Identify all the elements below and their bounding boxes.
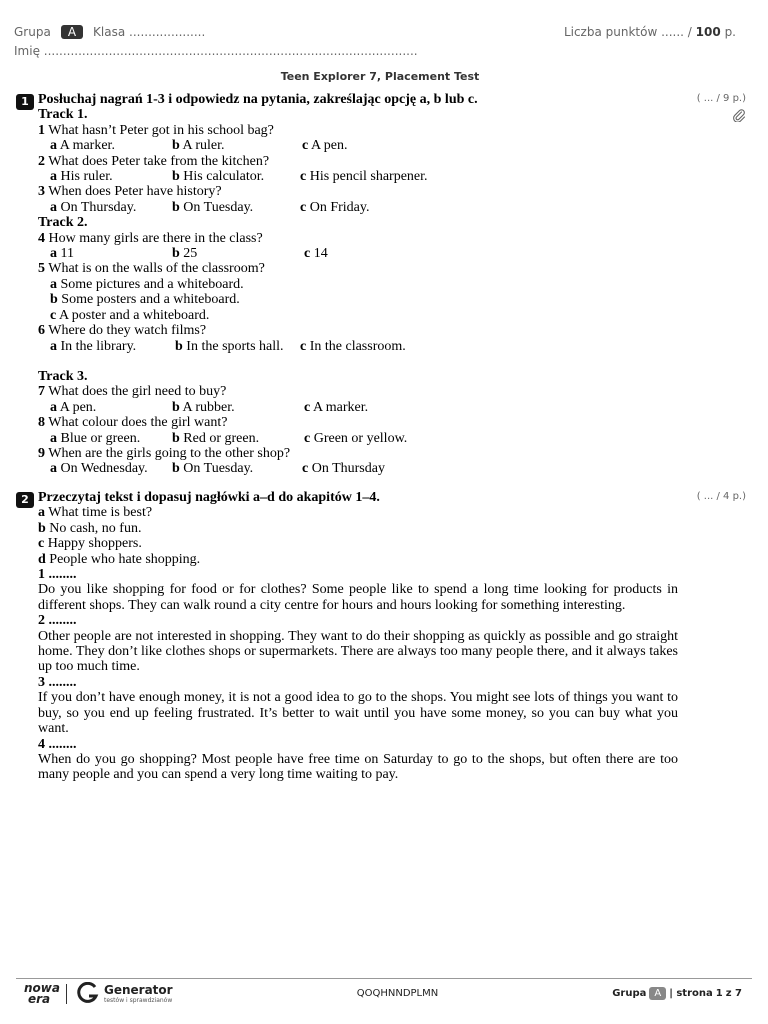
answer-options xyxy=(38,200,746,215)
page-number: 1 xyxy=(715,988,723,999)
question: 3 When does Peter have history? xyxy=(38,184,222,200)
points-total: 100 xyxy=(695,25,721,39)
question: 6 Where do they watch films? xyxy=(38,323,207,339)
question: 1 What hasn’t Peter got in his school bag? xyxy=(38,122,274,138)
generator-title: Generator xyxy=(104,983,173,997)
answer-options xyxy=(38,431,746,446)
heading-option: a What time is best? xyxy=(38,505,153,521)
header-group-class xyxy=(14,25,205,39)
paragraph-label[interactable]: 4 ........ xyxy=(38,736,77,752)
points-unit: p. xyxy=(724,25,736,39)
track-heading: Track 2. xyxy=(38,215,88,231)
option-c[interactable]: c A poster and a whiteboard. xyxy=(50,307,210,323)
option-a[interactable]: a A pen. xyxy=(50,399,97,415)
paragraph-label[interactable]: 2 ........ xyxy=(38,613,77,629)
option-b[interactable]: b 25 xyxy=(172,246,198,262)
heading-option: b No cash, no fun. xyxy=(38,520,142,536)
option-b[interactable]: b On Tuesday. xyxy=(172,199,254,215)
page-indicator xyxy=(612,987,742,1000)
heading-option: d People who hate shopping. xyxy=(38,551,201,567)
class-label: Klasa .................... xyxy=(93,25,206,39)
points-summary xyxy=(564,25,736,39)
paragraph-label[interactable]: 1 ........ xyxy=(38,567,77,583)
question: 8 What colour does the girl want? xyxy=(38,415,228,431)
option-b[interactable]: b Some posters and a whiteboard. xyxy=(50,292,240,308)
task-1 xyxy=(16,92,746,477)
task-number: 2 xyxy=(16,492,34,508)
paragraph-text: Do you like shopping for food or for clothes? Some people like to spend a long time looking for products in different shops. They can walk round a city centre for hours and hours looking for something interesting. xyxy=(38,582,678,613)
track-heading: Track 3. xyxy=(38,368,88,384)
option-c[interactable]: c In the classroom. xyxy=(300,338,406,354)
option-b[interactable]: b Red or green. xyxy=(172,430,260,446)
paragraph-text: Other people are not interested in shopping. They want to do their shopping as quickly as possible and go straight home. They don’t like clothes shops or supermarkets. There are always too many people there, and it always takes up too much time. xyxy=(38,628,678,675)
option-b[interactable]: b A rubber. xyxy=(172,399,235,415)
answer-options xyxy=(38,246,746,261)
paperclip-icon[interactable] xyxy=(732,108,746,122)
footer-divider xyxy=(16,978,752,979)
track-heading: Track 1. xyxy=(38,107,88,123)
question: 7 What does the girl need to buy? xyxy=(38,384,227,400)
page-total: z 7 xyxy=(725,988,742,999)
answer-options xyxy=(38,400,746,415)
option-a[interactable]: a Blue or green. xyxy=(50,430,141,446)
generator-subtitle: testów i sprawdzianów xyxy=(104,997,173,1004)
option-b[interactable]: b A ruler. xyxy=(172,138,225,154)
footer-group-badge: A xyxy=(649,987,666,1000)
page-prefix: | strona xyxy=(669,988,713,999)
question: 2 What does Peter take from the kitchen? xyxy=(38,153,270,169)
footer-group-label: Grupa xyxy=(612,988,647,999)
test-code: QOQHNNDPLMN xyxy=(356,988,439,999)
question: 4 How many girls are there in the class? xyxy=(38,230,263,246)
option-c[interactable]: c Green or yellow. xyxy=(304,430,408,446)
option-a[interactable]: a 11 xyxy=(50,246,74,262)
group-label: Grupa xyxy=(14,25,51,39)
task-points: ( ... / 9 p.) xyxy=(696,93,746,104)
option-c[interactable]: c A pen. xyxy=(302,138,348,154)
heading-option: c Happy shoppers. xyxy=(38,536,142,552)
option-a[interactable]: a In the library. xyxy=(50,338,137,354)
points-label: Liczba punktów ...... / xyxy=(563,25,692,39)
answer-options xyxy=(38,277,746,323)
answer-options xyxy=(38,169,746,184)
answer-options xyxy=(38,339,746,354)
task-points: ( ... / 4 p.) xyxy=(696,491,746,502)
option-a[interactable]: a On Thursday. xyxy=(50,199,137,215)
name-line: Imię .................................................................................................. xyxy=(14,44,418,58)
answer-options xyxy=(38,461,746,476)
paragraph-label[interactable]: 3 ........ xyxy=(38,674,77,690)
option-c[interactable]: c 14 xyxy=(304,246,328,262)
question: 5 What is on the walls of the classroom? xyxy=(38,261,265,277)
task-number: 1 xyxy=(16,94,34,110)
option-c[interactable]: c On Friday. xyxy=(300,199,370,215)
task-instruction: Przeczytaj tekst i dopasuj nagłówki a–d do akapitów 1–4. xyxy=(38,490,380,505)
nowa-era-logo: nowa era xyxy=(24,981,60,1006)
option-a[interactable]: a Some pictures and a whiteboard. xyxy=(50,276,244,292)
answer-options xyxy=(38,138,746,153)
task-instruction: Posłuchaj nagrań 1-3 i odpowiedz na pytania, zakreślając opcję a, b lub c. xyxy=(38,92,478,107)
option-a[interactable]: a His ruler. xyxy=(50,169,113,185)
question: 9 When are the girls going to the other shop? xyxy=(38,445,291,461)
option-c[interactable]: c On Thursday xyxy=(302,461,385,477)
option-c[interactable]: c His pencil sharpener. xyxy=(300,169,428,185)
option-c[interactable]: c A marker. xyxy=(304,399,369,415)
group-badge: A xyxy=(61,25,83,39)
option-a[interactable]: a On Wednesday. xyxy=(50,461,148,477)
option-b[interactable]: b In the sports hall. xyxy=(175,338,284,354)
paragraph-text: When do you go shopping? Most people have free time on Saturday to go to the shops, but often there are too many people and you can spend a very long time waiting to pay. xyxy=(38,751,678,783)
option-b[interactable]: b His calculator. xyxy=(172,169,265,185)
option-b[interactable]: b On Tuesday. xyxy=(172,461,254,477)
option-a[interactable]: a A marker. xyxy=(50,138,115,154)
paragraph-text: If you don’t have enough money, it is not a good idea to go to the shops. You might see lots of things you want to buy, so you end up feeling frustrated. It’s better to wait until you have some money, so you can buy what you want. xyxy=(38,690,678,737)
task-2 xyxy=(16,490,746,783)
page-title: Teen Explorer 7, Placement Test xyxy=(280,70,480,83)
